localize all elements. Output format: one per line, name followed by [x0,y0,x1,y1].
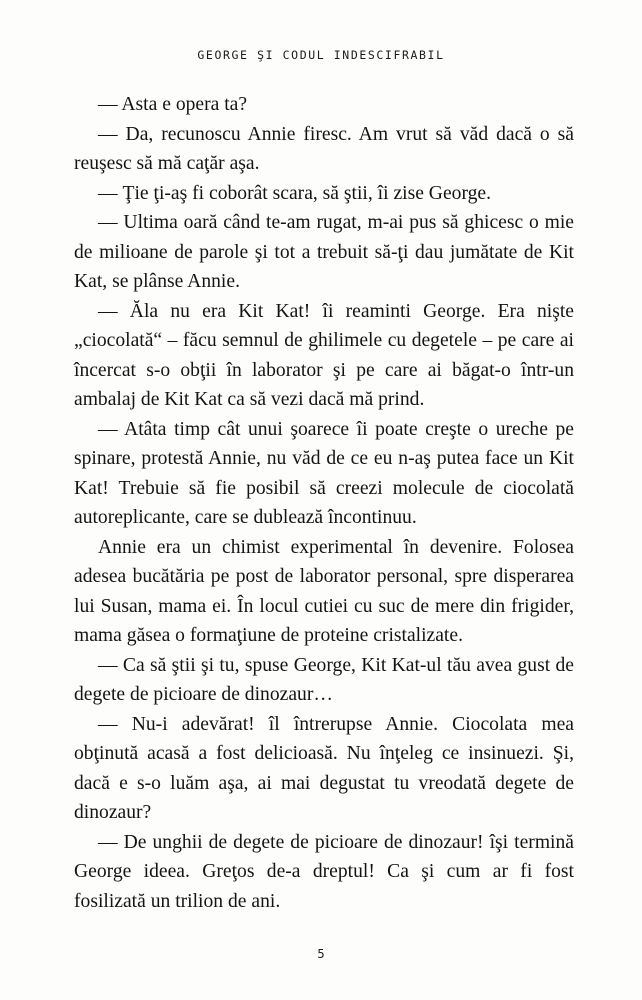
paragraph: — Ca să ştii şi tu, spuse George, Kit Kat-ul tău avea gust de degete de picioare de dinozaur… [74,654,574,705]
paragraph: — Asta e opera ta? [98,94,248,115]
body-text [74,90,574,916]
paragraph: — Ţie ţi-aş fi coborât scara, să ştii, îi zise George. [98,182,492,204]
paragraph: — Ăla nu era Kit Kat! îi reaminti George. Era nişte „ciocolată“ – făcu semnul de ghilimele cu degetele – pe care ai încercat s-o obţii în laborator şi pe care ai băgat-o într-un ambalaj de Kit Kat ca să vezi dacă mă prind. [74,300,574,410]
paragraph: — Nu-i adevărat! îl întrerupse Annie. Ciocolata mea obţinută acasă a fost delicioasă. Nu înţeleg ce insinuezi. Şi, dacă e s-o luăm aşa, ai mai degustat tu vreodată degete de dinozaur? [74,713,574,823]
paragraph: Annie era un chimist experimental în devenire. Folosea adesea bucătăria pe post de laborator personal, spre disperarea lui Susan, mama ei. În locul cutiei cu suc de mere din frigider, mama găsea o formaţiune de proteine cristalizate. [74,536,574,646]
page-number: 5 [317,947,325,961]
paragraph: — Da, recunoscu Annie firesc. Am vrut să văd dacă o să reuşesc să mă caţăr aşa. [74,123,574,174]
paragraph: — De unghii de degete de picioare de dinozaur! îşi termină George ideea. Greţos de-a dreptul! Ca şi cum ar fi fost fosilizată un trilion de ani. [74,831,574,912]
paragraph: — Ultima oară când te-am rugat, m-ai pus să ghicesc o mie de milioane de parole şi tot a trebuit să-ţi dau jumătate de Kit Kat, se plânse Annie. [74,212,574,292]
paragraph: — Atâta timp cât unui şoarece îi poate creşte o ureche pe spinare, protestă Annie, nu văd de ce eu n-aş putea face un Kit Kat! Trebuie să fie posibil să creezi molecule de ciocolată autoreplicante, care se dublează încontinuu. [74,418,574,528]
running-head: GEORGE ŞI CODUL INDESCIFRABIL [197,48,445,62]
